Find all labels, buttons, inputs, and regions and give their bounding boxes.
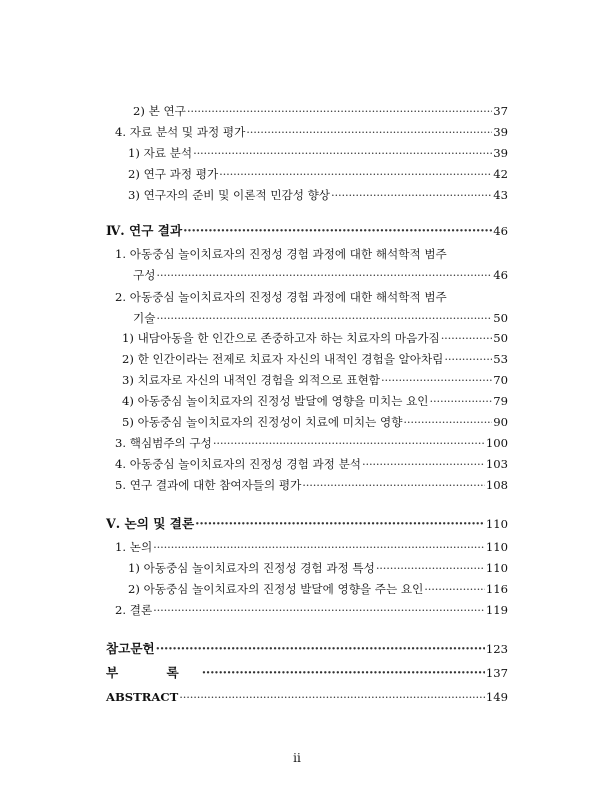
toc-entry-page: 37 xyxy=(493,104,508,118)
toc-entry-title: 5. 연구 결과에 대한 참여자들의 평가 xyxy=(115,478,302,492)
toc-appendix xyxy=(106,666,508,680)
dot-leader xyxy=(362,457,485,471)
toc-entry-iv-2-5 xyxy=(122,415,508,429)
dot-leader xyxy=(193,146,492,160)
toc-entry-page: 100 xyxy=(485,436,508,450)
toc-chapter-4 xyxy=(106,224,508,238)
dot-leader xyxy=(187,104,492,118)
dot-leader xyxy=(331,188,492,202)
dot-leader xyxy=(156,268,492,282)
toc-entry-title: 2) 연구 과정 평가 xyxy=(128,167,219,181)
toc-entry-v-1-1 xyxy=(128,561,508,575)
dot-leader xyxy=(376,561,485,575)
toc-entry-page: 116 xyxy=(485,582,508,596)
toc-entry-page: 39 xyxy=(493,125,508,139)
dot-leader xyxy=(183,224,492,238)
toc-entry-title: 부 록 xyxy=(106,665,201,680)
toc-entry-page: 103 xyxy=(485,457,508,471)
toc-entry-iv-1 xyxy=(133,268,508,282)
toc-entry-v-1-2 xyxy=(128,582,508,596)
toc-entry-title: 4. 자료 분석 및 과정 평가 xyxy=(115,125,246,139)
toc-entry-page: 43 xyxy=(493,188,508,202)
toc-entry-iv-2-title: 2. 아동중심 놀이치료자의 진정성 경험 과정에 대한 해석학적 범주 xyxy=(115,290,447,304)
dot-leader xyxy=(202,666,485,680)
dot-leader xyxy=(153,603,485,617)
toc-entry-page: 39 xyxy=(493,146,508,160)
toc-entry-iv-4 xyxy=(115,457,508,471)
toc-entry-page: 119 xyxy=(485,603,508,617)
toc-entry-page: 110 xyxy=(485,540,508,554)
toc-entry-page: 70 xyxy=(493,373,508,387)
toc-entry-continuation: 구성 xyxy=(133,268,156,282)
toc-entry-iv-2-3 xyxy=(122,373,508,387)
dot-leader xyxy=(179,690,485,704)
toc-entry-title: 1) 내담아동을 한 인간으로 존중하고자 하는 치료자의 마음가짐 xyxy=(122,331,440,345)
dot-leader xyxy=(156,642,485,656)
toc-entry-iv-1-title: 1. 아동중심 놀이치료자의 진정성 경험 과정에 대한 해석학적 범주 xyxy=(115,247,447,261)
toc-entry-page: 110 xyxy=(485,561,508,575)
dot-leader xyxy=(195,517,485,531)
toc-entry-page: 123 xyxy=(485,642,508,656)
toc-entry-iv-3 xyxy=(115,436,508,450)
toc-entry-2-2 xyxy=(133,104,508,118)
toc-entry-page: 53 xyxy=(493,352,508,366)
toc-entry-4-2 xyxy=(128,167,508,181)
toc-entry-page: 108 xyxy=(485,478,508,492)
dot-leader xyxy=(424,582,485,596)
toc-entry-page: 50 xyxy=(493,331,508,345)
toc-entry-title: 3) 치료자로 자신의 내적인 경험을 외적으로 표현함 xyxy=(122,373,381,387)
dot-leader xyxy=(441,331,493,345)
dot-leader xyxy=(213,436,485,450)
toc-entry-title: Ⅳ. 연구 결과 xyxy=(106,223,183,238)
toc-entry-title: 4. 아동중심 놀이치료자의 진정성 경험 과정 분석 xyxy=(115,457,361,471)
toc-abstract xyxy=(106,690,508,704)
toc-entry-page: 110 xyxy=(485,517,508,531)
toc-entry-page: 50 xyxy=(493,311,508,325)
toc-entry-4-1 xyxy=(128,146,508,160)
page-number: ii xyxy=(293,751,301,765)
toc-entry-iv-2 xyxy=(133,311,508,325)
toc-entry-v-2 xyxy=(115,603,508,617)
toc-entry-page: 46 xyxy=(493,224,508,238)
toc-entry-v-1 xyxy=(115,540,508,554)
toc-entry-title: 2) 본 연구 xyxy=(133,104,186,118)
toc-entry-title: 3) 연구자의 준비 및 이론적 민감성 향상 xyxy=(128,188,331,202)
toc-entry-page: 42 xyxy=(493,167,508,181)
toc-entry-title: 1. 논의 xyxy=(115,540,153,554)
dot-leader xyxy=(403,415,492,429)
toc-entry-iv-2-1 xyxy=(122,331,508,345)
toc-entry-title: 4) 아동중심 놀이치료자의 진정성 발달에 영향을 미치는 요인 xyxy=(122,394,429,408)
toc-entry-title: 2. 결론 xyxy=(115,603,153,617)
toc-entry-4 xyxy=(115,125,508,139)
toc-entry-title: 1) 아동중심 놀이치료자의 진정성 경험 과정 특성 xyxy=(128,561,375,575)
dot-leader xyxy=(219,167,492,181)
toc-entry-iv-5 xyxy=(115,478,508,492)
dot-leader xyxy=(153,540,485,554)
toc-entry-title: 참고문헌 xyxy=(106,641,155,656)
toc-entry-title: 1) 자료 분석 xyxy=(128,146,193,160)
toc-entry-continuation: 기술 xyxy=(133,311,156,325)
toc-entry-page: 90 xyxy=(493,415,508,429)
toc-entry-page: 149 xyxy=(485,690,508,704)
dot-leader xyxy=(444,352,492,366)
toc-chapter-5 xyxy=(106,517,508,531)
dot-leader xyxy=(302,478,485,492)
dot-leader xyxy=(430,394,493,408)
toc-entry-page: 137 xyxy=(485,666,508,680)
toc-entry-title: ABSTRACT xyxy=(106,690,179,704)
toc-entry-page: 46 xyxy=(493,268,508,282)
toc-entry-title: 2) 아동중심 놀이치료자의 진정성 발달에 영향을 주는 요인 xyxy=(128,582,424,596)
toc-entry-title: 5) 아동중심 놀이치료자의 진정성이 치료에 미치는 영향 xyxy=(122,415,403,429)
toc-entry-iv-2-2 xyxy=(122,352,508,366)
toc-entry-iv-2-4 xyxy=(122,394,508,408)
toc-entry-title: 2) 한 인간이라는 전제로 치료자 자신의 내적인 경험을 알아차림 xyxy=(122,352,444,366)
dot-leader xyxy=(246,125,492,139)
dot-leader xyxy=(381,373,492,387)
toc-references xyxy=(106,642,508,656)
toc-entry-page: 79 xyxy=(493,394,508,408)
toc-entry-title: 3. 핵심범주의 구성 xyxy=(115,436,212,450)
toc-entry-4-3 xyxy=(128,188,508,202)
toc-entry-title: Ⅴ. 논의 및 결론 xyxy=(106,516,195,531)
dot-leader xyxy=(156,311,492,325)
